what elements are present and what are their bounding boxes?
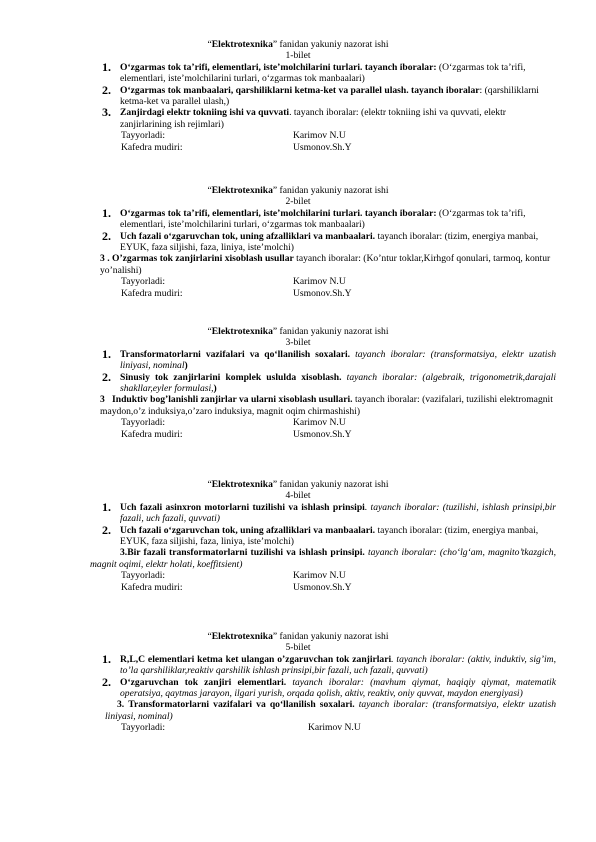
ticket-2 xyxy=(0,185,596,299)
ticket-number: 2-bilet xyxy=(285,196,311,208)
signature-prepared: Tayyorladi: Karimov N.U xyxy=(121,276,346,288)
question-1: 1. O‘zgarmas tok ta’rifi, elementlari, iste’molchilarini turlari. tayanch iboralar: (O‘zgarmas tok ta’rifi, elementlari, iste’molchilarini turlari, o‘zgarmas tok manbaalari) xyxy=(102,59,526,85)
signature-head: Kafedra mudiri: Usmonov.Sh.Y xyxy=(121,141,352,153)
ticket-number: 3-bilet xyxy=(285,337,311,349)
question-3: 3. Transformatorlarni vazifalari va qo‘llanilish soxalari. tayanch iboralar: (transformatsiya, elektr uzatish liniyasi, nominal) xyxy=(105,699,556,722)
question-2: 2. O‘zgaruvchan tok zanjiri elementlari. tayanch iboralar: (mavhum qiymat, haqiqiy qiymat, matematik operatsiya, qaytmas jarayon, ilgari yurish, orqada qolish, aktiv, reaktiv, oniy quvvat, maydon energiyasi) xyxy=(102,674,556,700)
signature-head: Kafedra mudiri: Usmonov.Sh.Y xyxy=(121,428,352,440)
question-1: 1. R,L,C elementlari ketma ket ulangan o’zgaruvchan tok zanjirlari. tayanch iboralar: (aktiv, induktiv, sig’im, to’la qarshiliklar,reaktiv qarshilik ishlash prinsipi,bir fazali, uch fazali, quvvati) xyxy=(102,651,556,677)
question-3: 3 Induktiv bog’lanishli zanjirlar va ularni xisoblash usullari. tayanch iboralar: (vazifalari, tuzilishi elektromagnit maydon,o’z induksiya,o’zaro induksiya, magnit oqim chirmashishi) xyxy=(100,394,553,417)
signature-head: Kafedra mudiri: Usmonov.Sh.Y xyxy=(121,287,352,299)
question-1: 1. O‘zgarmas tok ta’rifi, elementlari, iste’molchilarini turlari. tayanch iboralar: (O‘zgarmas tok ta’rifi, elementlari, iste’molchilarini turlari, o‘zgarmas tok manbaalari) xyxy=(102,205,526,231)
question-2: 2. O‘zgarmas tok manbaalari, qarshiliklarni ketma-ket va parallel ulash. tayanch iboralar: (qarshiliklarni ketma-ket va parallel ulash,) xyxy=(102,82,539,108)
question-3: 3. Zanjirdagi elektr tokniing ishi va quvvati. tayanch iboralar: (elektr tokniing ishi va quvvati, elektr zanjirlarining ish rejimlari) xyxy=(102,105,506,130)
signature-prepared: Tayyorladi: Karimov N.U xyxy=(121,417,346,429)
signature-prepared: Tayyorladi: Karimov N.U xyxy=(121,722,361,734)
ticket-header: “Elektrotexnika” fanidan yakuniy nazorat ishi xyxy=(207,479,389,490)
question-1: 1. Uch fazali asinxron motorlarni tuzilishi va ishlash prinsipi. tayanch iboralar: (tuzilishi, ishlash prinsipi,bir fazali, uch fazali, quvvati) xyxy=(102,499,556,525)
ticket-number: 5-bilet xyxy=(285,642,311,654)
question-2: 2. Uch fazali o‘zgaruvchan tok, uning afzalliklari va manbaalari. tayanch iboralar: (tizim, energiya manbai, EYUK, faza siljishi, faza, liniya, iste’molchi) xyxy=(102,522,539,548)
question-2: 2. Sinusiy tok zanjirlarini komplek uslulda xisoblash. tayanch iboralar: (algebraik, trigonometrik,darajali shakllar,eyler formulasi,) xyxy=(102,369,556,395)
question-2: 2. Uch fazali o‘zgaruvchan tok, uning afzalliklari va manbaalari. tayanch iboralar: (tizim, energiya manbai, EYUK, faza siljishi, faza, liniya, iste’molchi) xyxy=(102,228,539,254)
ticket-5 xyxy=(0,631,596,734)
ticket-header: “Elektrotexnika” fanidan yakuniy nazorat ishi xyxy=(207,39,389,50)
question-3: 3 . O’zgarmas tok zanjirlarini xisoblash usullar tayanch iboralar: (Ko’ntur toklar,Kirhgof qonulari, tarmoq, kontur yo’nalishi) xyxy=(100,253,551,276)
question-1: 1. Transformatorlarni vazifalari va qo‘llanilish soxalari. tayanch iboralar: (transformatsiya, elektr uzatish liniyasi, nominal) xyxy=(102,346,557,372)
signature-prepared: Tayyorladi: Karimov N.U xyxy=(121,130,346,142)
ticket-number: 1-bilet xyxy=(285,50,311,62)
ticket-number: 4-bilet xyxy=(285,490,311,502)
ticket-header: “Elektrotexnika” fanidan yakuniy nazorat ishi xyxy=(207,631,389,642)
question-3: 3.Bir fazali transformatorlarni tuzilishi va ishlash prinsipi. tayanch iboralar: (cho‘lg‘am, magnito’tkazgich, magnit oqimi, elektr holati, koeffitsient) xyxy=(90,547,556,570)
ticket-header: “Elektrotexnika” fanidan yakuniy nazorat ishi xyxy=(207,326,389,337)
signature-prepared: Tayyorladi: Karimov N.U xyxy=(121,570,346,582)
ticket-3 xyxy=(0,326,596,440)
signature-head: Kafedra mudiri: Usmonov.Sh.Y xyxy=(121,581,352,593)
ticket-1 xyxy=(0,39,596,153)
ticket-4 xyxy=(0,479,596,593)
ticket-header: “Elektrotexnika” fanidan yakuniy nazorat ishi xyxy=(207,185,389,196)
